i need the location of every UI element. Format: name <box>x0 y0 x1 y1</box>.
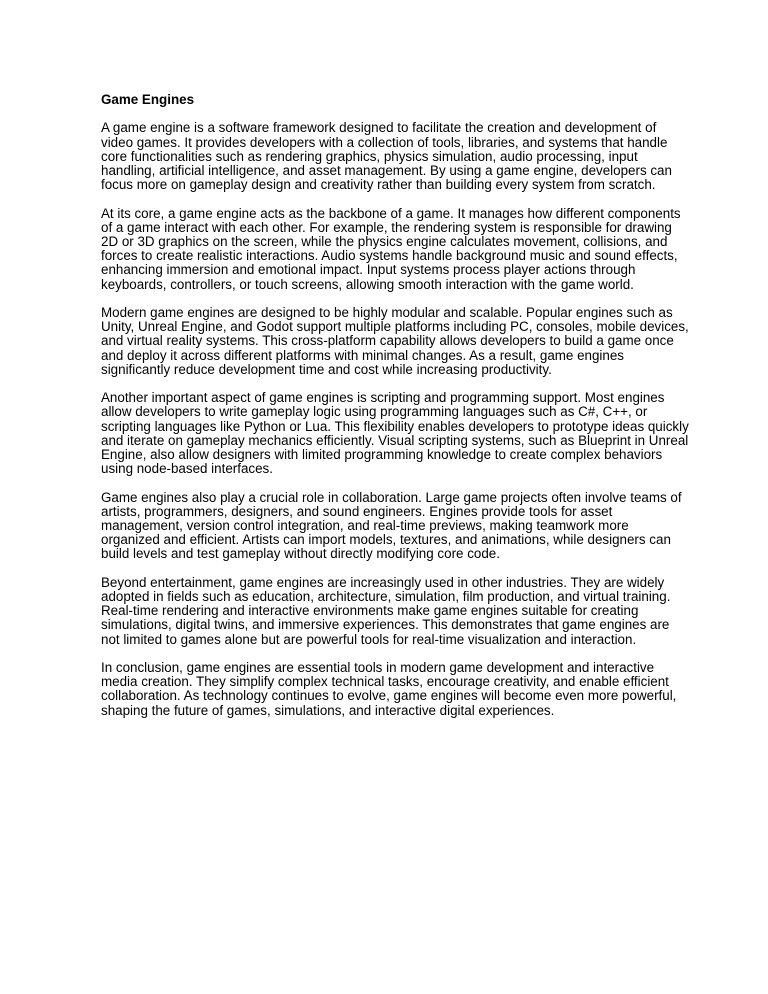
document-body <box>101 120 689 718</box>
paragraph-line: scripting languages like Python or Lua. This flexibility enables developers to prototype ideas quickly <box>101 418 689 434</box>
paragraph-line: video games. It provides developers with a collection of tools, libraries, and systems that handle <box>101 134 668 150</box>
paragraph-line: management, version control integration, and real-time previews, making teamwork more <box>101 518 629 534</box>
paragraph-line: Engine, also allow designers with limited programming knowledge to create complex behaviors <box>101 447 663 463</box>
paragraph-line: 2D or 3D graphics on the screen, while the physics engine calculates movement, collisions, and <box>101 234 668 249</box>
paragraph-line: media creation. They simplify complex technical tasks, encourage creativity, and enable efficient <box>101 674 669 690</box>
paragraph <box>101 207 681 292</box>
paragraph-line: and deploy it across different platforms with minimal changes. As a result, game engines <box>101 347 624 363</box>
paragraph <box>101 121 681 192</box>
document-page <box>101 92 689 732</box>
paragraph-line: artists, programmers, designers, and sound engineers. Engines provide tools for asset <box>101 503 613 519</box>
paragraph-line: Real-time rendering and interactive environments make game engines suitable for creating <box>101 603 639 619</box>
paragraph-line: of a game interact with each other. For example, the rendering system is responsible for drawing <box>101 219 672 235</box>
paragraph-line: build levels and test gameplay without directly modifying core code. <box>101 546 500 562</box>
paragraph-line: Game engines also play a crucial role in collaboration. Large game projects often involve teams of <box>101 489 682 505</box>
paragraph-line: allow developers to write gameplay logic using programming languages such as C#, C++, or <box>101 404 648 420</box>
paragraph <box>101 305 689 377</box>
paragraph-line: and virtual reality systems. This cross-platform capability allows developers to build a game once <box>101 333 674 349</box>
paragraph-line: Another important aspect of game engines is scripting and programming support. Most engines <box>101 390 665 406</box>
paragraph-line: significantly reduce development time and cost while increasing productivity. <box>101 361 552 377</box>
paragraph-line: At its core, a game engine acts as the backbone of a game. It manages how different components <box>101 205 681 221</box>
paragraph-line: Unity, Unreal Engine, and Godot support multiple platforms including PC, consoles, mobile devices, <box>101 319 689 335</box>
paragraph-line: In conclusion, game engines are essential tools in modern game development and interactive <box>101 660 655 676</box>
document-title: Game Engines <box>101 92 195 107</box>
paragraph-line: Beyond entertainment, game engines are increasingly used in other industries. They are widely <box>101 574 665 590</box>
paragraph-line: adopted in fields such as education, architecture, simulation, film production, and virtual training. <box>101 589 671 605</box>
paragraph <box>101 390 689 477</box>
paragraph <box>101 491 681 562</box>
paragraph-line: and iterate on gameplay mechanics efficiently. Visual scripting systems, such as Blueprint in Unreal <box>101 432 689 448</box>
paragraph-line: collaboration. As technology continues to evolve, game engines will become even more powerful, <box>101 688 677 704</box>
paragraph <box>101 661 681 718</box>
paragraph-line: A game engine is a software framework designed to facilitate the creation and development of <box>101 120 657 136</box>
paragraph-line: organized and efficient. Artists can import models, textures, and animations, while designers can <box>101 532 671 548</box>
paragraph-line: forces to create realistic interactions. Audio systems handle background music and sound effects, <box>101 248 678 264</box>
paragraph-line: using node-based interfaces. <box>101 461 273 477</box>
paragraph-line: not limited to games alone but are powerful tools for real-time visualization and interaction. <box>101 631 637 647</box>
paragraph <box>101 576 681 647</box>
paragraph-line: focus more on gameplay design and creativity rather than building every system from scratch. <box>101 177 656 193</box>
paragraph-line: Modern game engines are designed to be highly modular and scalable. Popular engines such as <box>101 305 673 320</box>
paragraph-line: enhancing immersion and emotional impact. Input systems process player actions through <box>101 262 636 278</box>
paragraph-line: shaping the future of games, simulations, and interactive digital experiences. <box>101 702 555 718</box>
paragraph-line: handling, artificial intelligence, and asset management. By using a game engine, developers can <box>101 163 672 178</box>
paragraph-line: core functionalities such as rendering graphics, physics simulation, audio processing, input <box>101 148 638 164</box>
paragraph-line: simulations, digital twins, and immersive experiences. This demonstrates that game engines are <box>101 617 670 633</box>
paragraph-line: keyboards, controllers, or touch screens, allowing smooth interaction with the game world. <box>101 276 634 292</box>
